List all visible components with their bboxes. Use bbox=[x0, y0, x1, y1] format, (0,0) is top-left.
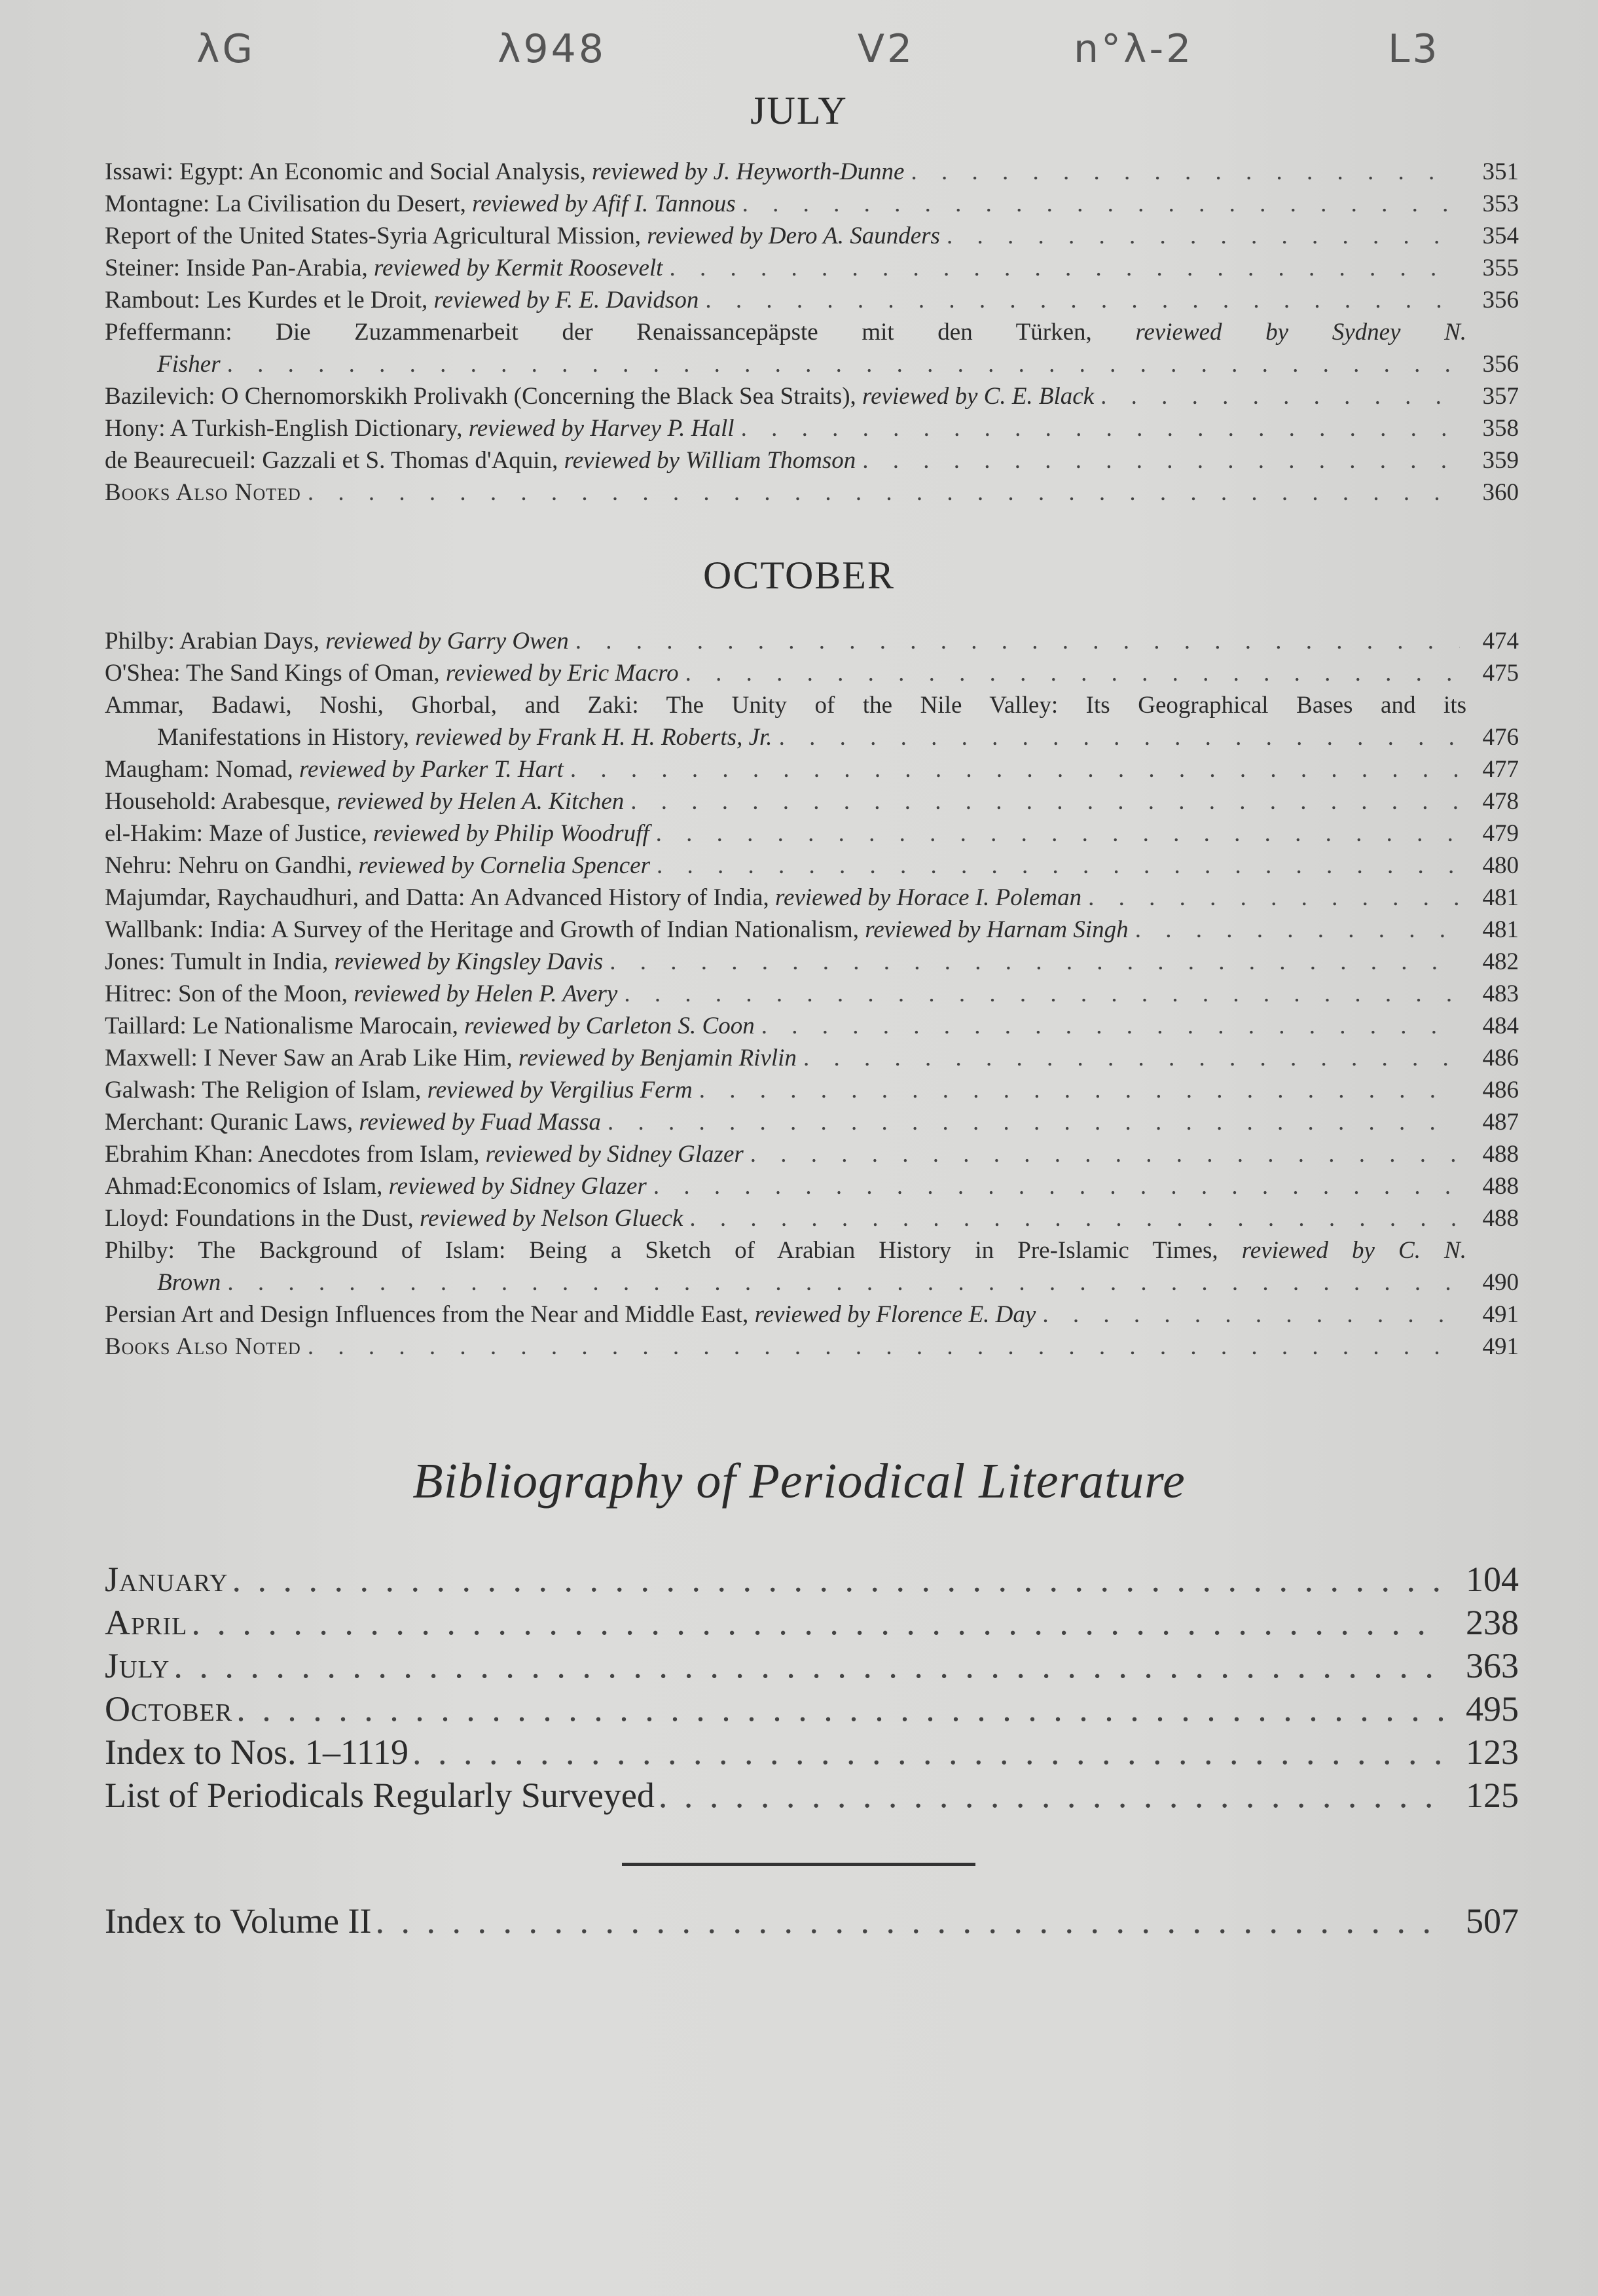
toc-entry bbox=[105, 850, 1519, 882]
entry-page: 490 bbox=[1482, 1269, 1519, 1296]
entry-reviewer: reviewed by J. Heyworth-Dunne bbox=[592, 158, 905, 185]
entry-reviewer: reviewed by Helen P. Avery bbox=[354, 980, 618, 1007]
index-page: 507 bbox=[1466, 1901, 1519, 1941]
handwritten-note: λG bbox=[196, 26, 256, 72]
entry-page: 478 bbox=[1482, 788, 1519, 815]
bibliography-label: List of Periodicals Regularly Surveyed bbox=[105, 1776, 655, 1815]
toc-entry bbox=[105, 1010, 1519, 1042]
entry-title: Household: Arabesque, bbox=[105, 788, 337, 815]
entry-title: Maxwell: I Never Saw an Arab Like Him, bbox=[105, 1045, 518, 1071]
bibliography-entry bbox=[105, 1774, 1519, 1817]
toc-entry bbox=[105, 156, 1519, 188]
bibliography-heading: Bibliography of Periodical Literature bbox=[412, 1454, 1186, 1509]
bibliography-entry bbox=[105, 1644, 1519, 1687]
entry-title: Maugham: Nomad, bbox=[105, 756, 299, 783]
toc-entry bbox=[105, 284, 1519, 316]
entry-title: Jones: Tumult in India, bbox=[105, 948, 335, 975]
toc-entry bbox=[105, 1299, 1519, 1331]
toc-entry bbox=[105, 1170, 1519, 1202]
entry-title: Bazilevich: O Chernomorskikh Prolivakh (Concerning the Black Sea Straits), bbox=[105, 383, 863, 410]
entry-page: 359 bbox=[1482, 447, 1519, 474]
entry-title: Steiner: Inside Pan-Arabia, bbox=[105, 255, 374, 281]
toc-entry bbox=[105, 946, 1519, 978]
toc-entry bbox=[105, 785, 1519, 817]
divider-rule bbox=[622, 1863, 975, 1866]
bibliography-page: 104 bbox=[1466, 1560, 1519, 1599]
toc-entry bbox=[105, 625, 1519, 657]
toc-entry bbox=[105, 220, 1519, 252]
bibliography-list bbox=[105, 1558, 1519, 1817]
entry-page: 491 bbox=[1482, 1333, 1519, 1360]
october-review-list bbox=[105, 625, 1519, 1363]
entry-page: 488 bbox=[1482, 1141, 1519, 1168]
entry-reviewer: reviewed by Harvey P. Hall bbox=[468, 415, 735, 442]
july-heading: JULY bbox=[750, 89, 848, 132]
entry-page: 474 bbox=[1482, 628, 1519, 655]
entry-page: 488 bbox=[1482, 1173, 1519, 1200]
toc-entry bbox=[105, 380, 1519, 412]
october-heading: OCTOBER bbox=[703, 554, 895, 597]
toc-entry bbox=[105, 476, 1519, 509]
toc-entry bbox=[105, 882, 1519, 914]
volume-index-entry bbox=[105, 1898, 1519, 1944]
toc-entry bbox=[105, 1074, 1519, 1106]
toc-entry bbox=[105, 1202, 1519, 1234]
entry-title: Issawi: Egypt: An Economic and Social Analysis, bbox=[105, 158, 592, 185]
toc-entry bbox=[105, 1234, 1519, 1299]
entry-page: 475 bbox=[1482, 660, 1519, 687]
entry-title: Hony: A Turkish-English Dictionary, bbox=[105, 415, 469, 442]
entry-page: 357 bbox=[1482, 383, 1519, 410]
entry-page: 488 bbox=[1482, 1205, 1519, 1232]
toc-entry bbox=[105, 316, 1519, 380]
entry-page: 491 bbox=[1482, 1301, 1519, 1328]
entry-page: 480 bbox=[1482, 852, 1519, 879]
toc-entry bbox=[105, 689, 1519, 753]
entry-page: 476 bbox=[1482, 724, 1519, 751]
handwritten-note: λ948 bbox=[498, 26, 607, 72]
entry-title: Books Also Noted bbox=[105, 1333, 301, 1360]
bibliography-entry bbox=[105, 1687, 1519, 1731]
handwritten-note: n°λ-2 bbox=[1074, 26, 1194, 72]
entry-title: Ebrahim Khan: Anecdotes from Islam, bbox=[105, 1141, 486, 1168]
handwritten-annotations bbox=[0, 26, 1598, 98]
entry-title: Rambout: Les Kurdes et le Droit, bbox=[105, 287, 434, 314]
entry-title: de Beaurecueil: Gazzali et S. Thomas d'Aquin, bbox=[105, 447, 564, 474]
toc-entry bbox=[105, 1042, 1519, 1074]
entry-reviewer: reviewed by Harnam Singh bbox=[865, 916, 1129, 943]
entry-title: O'Shea: The Sand Kings of Oman, bbox=[105, 660, 446, 687]
entry-page: 486 bbox=[1482, 1045, 1519, 1071]
entry-page: 354 bbox=[1482, 223, 1519, 249]
entry-reviewer: reviewed by Benjamin Rivlin bbox=[518, 1045, 797, 1071]
bibliography-entry bbox=[105, 1731, 1519, 1774]
entry-reviewer: reviewed by Parker T. Hart bbox=[299, 756, 564, 783]
bibliography-entry bbox=[105, 1601, 1519, 1644]
entry-page: 355 bbox=[1482, 255, 1519, 281]
toc-entry bbox=[105, 1138, 1519, 1170]
entry-title: Hitrec: Son of the Moon, bbox=[105, 980, 354, 1007]
entry-reviewer: reviewed by C. E. Black bbox=[862, 383, 1095, 410]
entry-reviewer: reviewed by Eric Macro bbox=[445, 660, 679, 687]
entry-reviewer: reviewed by Carleton S. Coon bbox=[464, 1013, 755, 1039]
toc-entry bbox=[105, 1106, 1519, 1138]
bibliography-label: October bbox=[105, 1689, 233, 1729]
entry-reviewer: reviewed by Dero A. Saunders bbox=[647, 223, 940, 249]
entry-page: 351 bbox=[1482, 158, 1519, 185]
entry-page: 481 bbox=[1482, 916, 1519, 943]
entry-page: 481 bbox=[1482, 884, 1519, 911]
entry-page: 484 bbox=[1482, 1013, 1519, 1039]
entry-title: Wallbank: India: A Survey of the Heritage and Growth of Indian Nationalism, bbox=[105, 916, 865, 943]
entry-reviewer: reviewed by Cornelia Spencer bbox=[358, 852, 650, 879]
entry-title: Taillard: Le Nationalisme Marocain, bbox=[105, 1013, 465, 1039]
entry-page: 356 bbox=[1482, 351, 1519, 378]
entry-reviewer: reviewed by Kermit Roosevelt bbox=[374, 255, 663, 281]
entry-title: Ahmad:Economics of Islam, bbox=[105, 1173, 389, 1200]
toc-entry bbox=[105, 914, 1519, 946]
bibliography-page: 125 bbox=[1466, 1776, 1519, 1815]
handwritten-note: V2 bbox=[858, 26, 915, 72]
entry-title: Montagne: La Civilisation du Desert, bbox=[105, 190, 473, 217]
entry-reviewer-continued: Brown bbox=[157, 1269, 221, 1296]
entry-page: 477 bbox=[1482, 756, 1519, 783]
bibliography-label: July bbox=[105, 1646, 170, 1685]
entry-reviewer: reviewed by Kingsley Davis bbox=[334, 948, 604, 975]
bibliography-label: April bbox=[105, 1603, 188, 1642]
entry-page: 482 bbox=[1482, 948, 1519, 975]
entry-reviewer: reviewed by Helen A. Kitchen bbox=[336, 788, 625, 815]
entry-reviewer: reviewed by Sidney Glazer bbox=[388, 1173, 647, 1200]
entry-reviewer: reviewed by Garry Owen bbox=[325, 628, 569, 655]
bibliography-page: 363 bbox=[1466, 1646, 1519, 1685]
toc-entry bbox=[105, 444, 1519, 476]
entry-title: Philby: The Background of Islam: Being a Sketch of Arabian History in Pre-Islamic Times, bbox=[105, 1237, 1242, 1264]
entry-page: 353 bbox=[1482, 190, 1519, 217]
bibliography-page: 123 bbox=[1466, 1732, 1519, 1772]
index-label: Index to Volume II bbox=[105, 1901, 372, 1941]
entry-title: Persian Art and Design Influences from the Near and Middle East, bbox=[105, 1301, 755, 1328]
entry-title: Majumdar, Raychaudhuri, and Datta: An Advanced History of India, bbox=[105, 884, 775, 911]
bibliography-label: January bbox=[105, 1560, 228, 1599]
entry-title-continued: Manifestations in History, bbox=[157, 724, 416, 751]
entry-title: Galwash: The Religion of Islam, bbox=[105, 1077, 427, 1103]
entry-page: 486 bbox=[1482, 1077, 1519, 1103]
entry-page: 358 bbox=[1482, 415, 1519, 442]
entry-reviewer: reviewed by Afif I. Tannous bbox=[472, 190, 736, 217]
entry-title: Ammar, Badawi, Noshi, Ghorbal, and Zaki: The Unity of the Nile Valley: Its Geographical Bases and its bbox=[105, 692, 1466, 719]
entry-reviewer-continued: Fisher bbox=[157, 351, 221, 378]
toc-entry bbox=[105, 252, 1519, 284]
entry-reviewer: reviewed by Philip Woodruff bbox=[372, 820, 649, 847]
entry-page: 483 bbox=[1482, 980, 1519, 1007]
entry-reviewer: reviewed by Horace I. Poleman bbox=[775, 884, 1082, 911]
entry-reviewer-continued: reviewed by Frank H. H. Roberts, Jr. bbox=[415, 724, 772, 751]
entry-page: 356 bbox=[1482, 287, 1519, 314]
entry-title: Report of the United States-Syria Agricultural Mission, bbox=[105, 223, 647, 249]
entry-reviewer: reviewed by Nelson Glueck bbox=[420, 1205, 683, 1232]
toc-entry bbox=[105, 1331, 1519, 1363]
entry-reviewer: reviewed by Sydney N. bbox=[1135, 319, 1467, 346]
entry-page: 360 bbox=[1482, 479, 1519, 506]
entry-reviewer: reviewed by Florence E. Day bbox=[754, 1301, 1036, 1328]
entry-reviewer: reviewed by Sidney Glazer bbox=[485, 1141, 744, 1168]
entry-title: Books Also Noted bbox=[105, 479, 301, 506]
entry-reviewer: reviewed by William Thomson bbox=[564, 447, 856, 474]
entry-reviewer: reviewed by Fuad Massa bbox=[359, 1109, 601, 1136]
toc-entry bbox=[105, 657, 1519, 689]
entry-title: Lloyd: Foundations in the Dust, bbox=[105, 1205, 420, 1232]
toc-entry bbox=[105, 978, 1519, 1010]
toc-entry bbox=[105, 817, 1519, 850]
entry-title: Nehru: Nehru on Gandhi, bbox=[105, 852, 359, 879]
handwritten-note: L3 bbox=[1388, 26, 1440, 72]
july-review-list bbox=[105, 156, 1519, 509]
bibliography-page: 238 bbox=[1466, 1603, 1519, 1642]
entry-reviewer: reviewed by F. E. Davidson bbox=[433, 287, 699, 314]
entry-title: el-Hakim: Maze of Justice, bbox=[105, 820, 373, 847]
entry-title: Pfeffermann: Die Zuzammenarbeit der Renaissancepäpste mit den Türken, bbox=[105, 319, 1136, 346]
entry-page: 487 bbox=[1482, 1109, 1519, 1136]
toc-entry bbox=[105, 412, 1519, 444]
bibliography-page: 495 bbox=[1466, 1689, 1519, 1729]
toc-entry bbox=[105, 188, 1519, 220]
entry-reviewer: reviewed by C. N. bbox=[1241, 1237, 1466, 1264]
entry-page: 479 bbox=[1482, 820, 1519, 847]
entry-title: Philby: Arabian Days, bbox=[105, 628, 326, 655]
bibliography-label: Index to Nos. 1–1119 bbox=[105, 1732, 409, 1772]
entry-reviewer: reviewed by Vergilius Ferm bbox=[427, 1077, 693, 1103]
entry-title: Merchant: Quranic Laws, bbox=[105, 1109, 359, 1136]
toc-entry bbox=[105, 753, 1519, 785]
bibliography-entry bbox=[105, 1558, 1519, 1601]
